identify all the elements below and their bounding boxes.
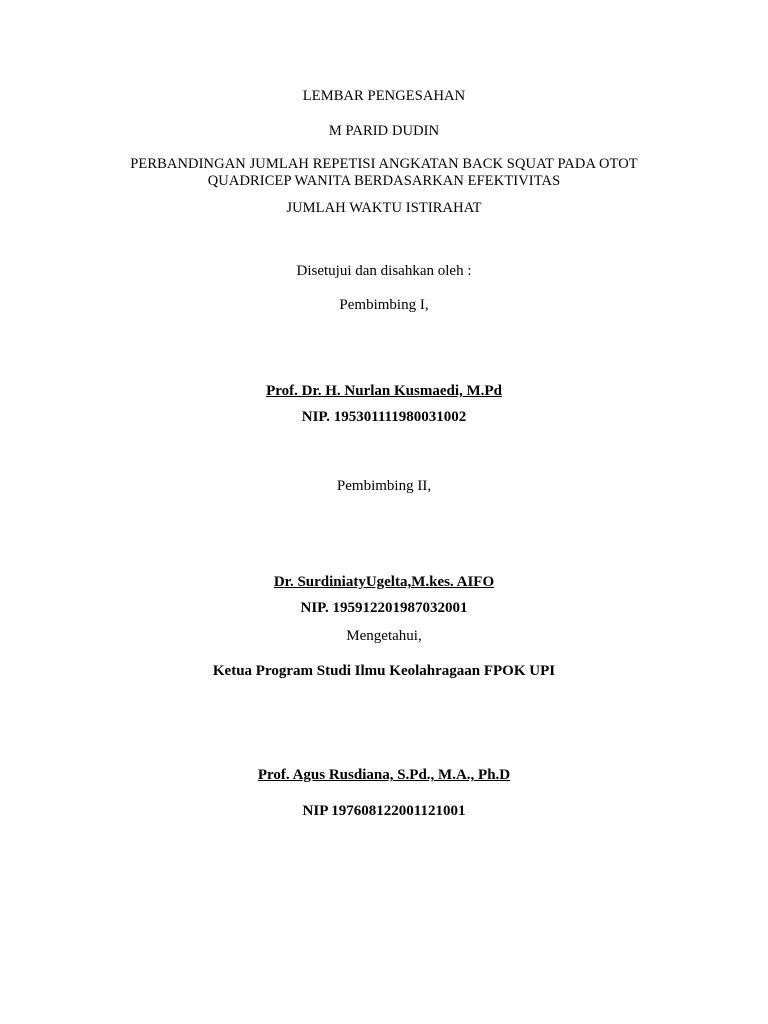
document-heading: LEMBAR PENGESAHAN bbox=[302, 88, 466, 104]
program-head-nip: NIP 197608122001121001 bbox=[302, 803, 466, 819]
supervisor-2-name: Dr. SurdiniatyUgelta,M.kes. AIFO bbox=[273, 574, 495, 590]
supervisor-2-nip: NIP. 195912201987032001 bbox=[300, 600, 468, 616]
supervisor-1-name: Prof. Dr. H. Nurlan Kusmaedi, M.Pd bbox=[266, 383, 502, 399]
thesis-title-line-3: JUMLAH WAKTU ISTIRAHAT bbox=[286, 200, 482, 216]
approval-text: Disetujui dan disahkan oleh : bbox=[296, 263, 472, 279]
author-name: M PARID DUDIN bbox=[328, 123, 440, 139]
thesis-title-line-2: QUADRICEP WANITA BERDASARKAN EFEKTIVITAS bbox=[207, 173, 561, 189]
supervisor-2-role: Pembimbing II, bbox=[336, 478, 432, 494]
acknowledgement-label: Mengetahui, bbox=[346, 628, 422, 644]
thesis-title-line-1: PERBANDINGAN JUMLAH REPETISI ANGKATAN BACK SQUAT PADA OTOT bbox=[130, 156, 638, 172]
program-head-role: Ketua Program Studi Ilmu Keolahragaan FPOK UPI bbox=[212, 663, 556, 679]
supervisor-1-nip: NIP. 195301111980031002 bbox=[301, 409, 467, 425]
program-head-name: Prof. Agus Rusdiana, S.Pd., M.A., Ph.D bbox=[257, 767, 511, 783]
supervisor-1-role: Pembimbing I, bbox=[339, 297, 429, 313]
